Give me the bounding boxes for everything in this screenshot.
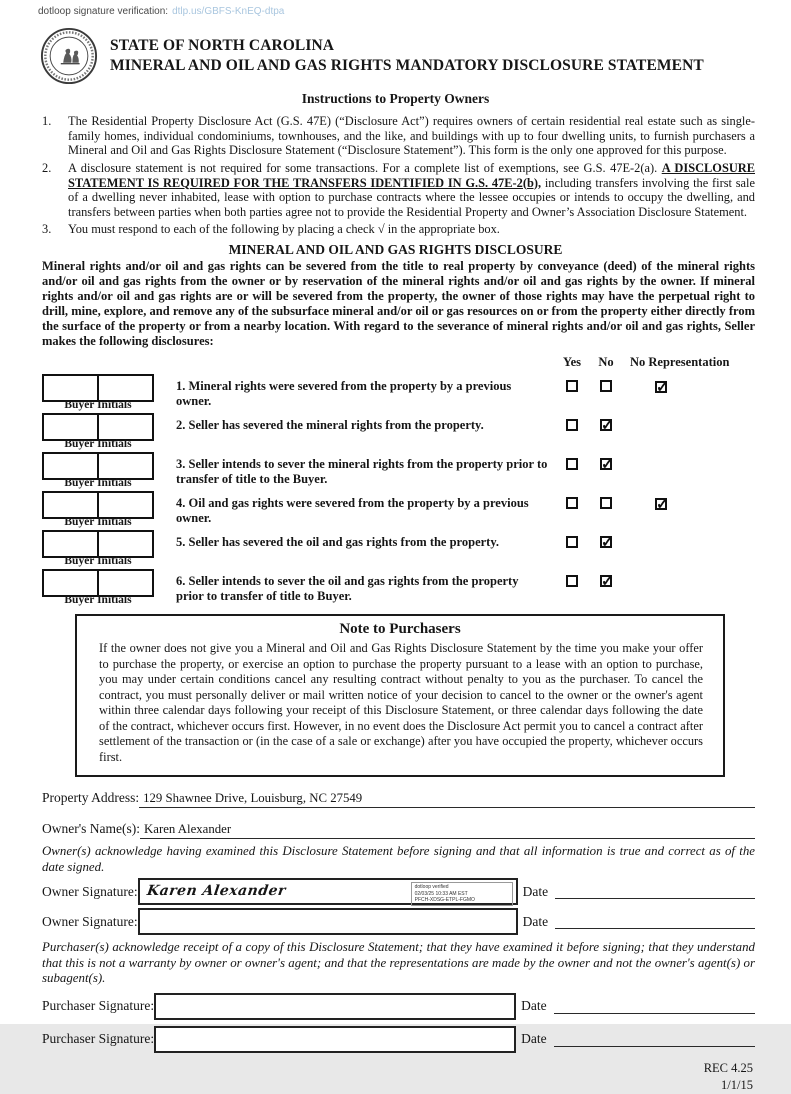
buyer-initials-block xyxy=(42,452,166,489)
table-header xyxy=(42,355,755,370)
date-label: Date xyxy=(522,913,549,929)
disclosure-table xyxy=(0,349,791,606)
verification-bar xyxy=(0,0,791,17)
buyer-initials-label: Buyer Initials xyxy=(64,555,132,568)
table-row xyxy=(42,530,755,567)
purchaser-signature-field-1[interactable] xyxy=(154,993,516,1020)
column-header-no: No xyxy=(598,355,614,370)
buyer-initials-field[interactable] xyxy=(44,493,97,517)
checkbox-yes[interactable] xyxy=(566,536,578,548)
buyer-initials-block xyxy=(42,491,166,528)
buyer-initials-block xyxy=(42,530,166,567)
question-text: 2. Seller has severed the mineral rights from the property. xyxy=(176,418,484,433)
checkbox-no-representation[interactable] xyxy=(655,381,667,393)
instructions-heading: Instructions to Property Owners xyxy=(301,91,490,106)
title-line-1: STATE OF NORTH CAROLINA xyxy=(110,37,335,55)
buyer-initials-field[interactable] xyxy=(97,493,152,517)
checkbox-yes[interactable] xyxy=(566,497,578,509)
date-field[interactable] xyxy=(554,999,755,1014)
owner-name-field[interactable]: Karen Alexander xyxy=(140,822,755,839)
buyer-initials-label: Buyer Initials xyxy=(64,399,132,412)
buyer-initials-label: Buyer Initials xyxy=(64,594,132,607)
purchaser-signature-field-2[interactable] xyxy=(154,1026,516,1053)
item-text: A disclosure statement is not required for some transactions. For a complete list of exemptions, see G.S. 47E-2(a). A DISCLOSURE STATEMENT IS REQUIRED FOR THE TRANSFERS IDENTIFIED IN G.S. 47E-2(b), including transfers involving the first sale of a dwelling never inhabited, lease with option to purchase contracts where the lessee occupies or intends to occupy the dwelling, and transfers between parties when both parties agree not to provide the Residential Property and Owner’s Association Disclosure Statement. xyxy=(68,160,755,219)
table-row xyxy=(42,452,755,489)
question-text: 3. Seller intends to sever the mineral rights from the property prior to transfer of title to the Buyer. xyxy=(176,457,548,486)
verification-label: dotloop signature verification: xyxy=(38,6,169,17)
buyer-initials-field[interactable] xyxy=(44,376,97,400)
column-header-no-representation: No Representation xyxy=(630,355,730,370)
form-title xyxy=(110,36,704,76)
owner-signature-label: Owner Signature: xyxy=(42,913,138,929)
buyer-initials-field[interactable] xyxy=(97,376,152,400)
question-text: 1. Mineral rights were severed from the property by a previous owner. xyxy=(176,379,512,408)
checkbox-no[interactable] xyxy=(600,380,612,392)
question-text: 5. Seller has severed the oil and gas rights from the property. xyxy=(176,535,500,550)
note-to-purchasers-box xyxy=(75,614,725,777)
item-number: 1. xyxy=(42,114,52,128)
owner-signature-field-2[interactable] xyxy=(138,908,518,935)
checkbox-no[interactable] xyxy=(600,497,612,509)
item-text: The Residential Property Disclosure Act (G.S. 47E) (“Disclosure Act”) requires owners of certain residential real estate such as single-family homes, individual condominiums, townhouses, and the like, and buildings with up to four dwelling units, to furnish purchasers a Mineral and Oil and Gas Rights Disclosure Statement (“Disclosure Statement”). This form is the only one approved for this purpose. xyxy=(68,114,755,158)
table-row xyxy=(42,413,755,450)
statutory-emphasis: A DISCLOSURE STATEMENT IS REQUIRED FOR THE TRANSFERS IDENTIFIED IN G.S. 47E-2(b), xyxy=(68,160,755,190)
note-body: If the owner does not give you a Mineral and Oil and Gas Rights Disclosure Statement by the time you make your offer to purchase the property, or exercise an option to purchase the property pursuant to a lease with an option to purchase, you may under certain conditions cancel any resulting contract without penalty to you as the purchaser. To cancel the contract, you must personally deliver or mail written notice of your decision to cancel to the owner or the owner's agent within three calendar days following your receipt of this Disclosure Statement, or three calendar days following the date of the contract, whichever occurs first. However, in no event does the Disclosure Act permit you to cancel a contract after settlement of the transaction or (in the case of a sale or exchange) after you have occupied the property, whichever occurs first. xyxy=(99,641,703,764)
checkbox-no[interactable] xyxy=(600,575,612,587)
buyer-initials-block xyxy=(42,569,166,606)
verification-link[interactable]: dtlp.us/GBFS-KnEQ-dtpa xyxy=(172,6,285,17)
buyer-initials-label: Buyer Initials xyxy=(64,516,132,529)
property-address-field[interactable]: 129 Shawnee Drive, Louisburg, NC 27549 xyxy=(139,791,755,808)
table-row xyxy=(42,491,755,528)
column-header-yes: Yes xyxy=(562,355,582,370)
buyer-initials-field[interactable] xyxy=(44,454,97,478)
owner-name-label: Owner's Name(s): xyxy=(42,821,141,837)
date-label: Date xyxy=(521,998,547,1014)
checkbox-yes[interactable] xyxy=(566,380,578,392)
checkbox-no[interactable] xyxy=(600,536,612,548)
date-label: Date xyxy=(522,883,549,899)
date-field[interactable] xyxy=(555,914,755,929)
item-number: 2. xyxy=(42,160,52,175)
item-number: 3. xyxy=(42,222,52,237)
checkbox-yes[interactable] xyxy=(566,419,578,431)
form-footer xyxy=(0,1060,791,1094)
purchaser-signature-row-2 xyxy=(0,1026,791,1053)
property-address-label: Property Address: xyxy=(42,790,140,806)
date-label: Date xyxy=(521,1031,547,1047)
title-line-2: MINERAL AND OIL AND GAS RIGHTS MANDATORY DISCLOSURE STATEMENT xyxy=(110,57,704,74)
buyer-initials-field[interactable] xyxy=(97,454,152,478)
instruction-item-3 xyxy=(42,222,755,237)
table-row xyxy=(42,374,755,411)
purchaser-signature-row-1 xyxy=(0,993,791,1020)
buyer-initials-field[interactable] xyxy=(97,415,152,439)
owner-signature-script: Karen Alexander xyxy=(145,883,287,900)
buyer-initials-block xyxy=(42,413,166,450)
owner-signature-row-1 xyxy=(0,878,791,905)
disclosure-intro: Mineral rights and/or oil and gas rights can be severed from the title to real property by conveyance (deed) of the mineral rights and/or oil and gas rights from the owner or by reservation of the mineral rights and/or oil and gas rights by the owner. If mineral rights and/or oil and gas rights are or will be severed from the property, the owner of those rights may have the perpetual right to drill, mine, explore, and remove any of the subsurface mineral and/or oil or gas resources on or from the property either directly from the surface of the property or from a nearby location. With regard to the severance of mineral rights and/or oil and gas rights, Seller makes the following disclosures: xyxy=(42,259,755,349)
buyer-initials-label: Buyer Initials xyxy=(64,438,132,451)
purchaser-acknowledgment: Purchaser(s) acknowledge receipt of a copy of this Disclosure Statement; that they have examined it before signing; that they understand that this is not a warranty by owner or owner's agent; and that the representations are made by the owner and not the owner's agent(s) or subagent(s). xyxy=(42,940,755,986)
form-header xyxy=(0,17,791,85)
owner-signature-row-2 xyxy=(0,908,791,935)
checkbox-no[interactable] xyxy=(600,458,612,470)
buyer-initials-field[interactable] xyxy=(44,571,97,595)
owner-signature-label: Owner Signature: xyxy=(42,883,138,899)
checkbox-no[interactable] xyxy=(600,419,612,431)
revision-date: 1/1/15 xyxy=(721,1077,753,1092)
note-title: Note to Purchasers xyxy=(339,621,461,638)
buyer-initials-field[interactable] xyxy=(97,571,152,595)
owner-signature-field-1[interactable] xyxy=(138,878,518,905)
purchaser-signature-label: Purchaser Signature: xyxy=(42,998,155,1014)
date-field[interactable] xyxy=(554,1032,755,1047)
checkbox-yes[interactable] xyxy=(566,458,578,470)
checkbox-no-representation[interactable] xyxy=(655,498,667,510)
buyer-initials-label: Buyer Initials xyxy=(64,477,132,490)
question-text: 4. Oil and gas rights were severed from the property by a previous owner. xyxy=(176,496,529,525)
table-row xyxy=(42,569,755,606)
dotloop-verified-stamp: dotloop verified 02/03/25 10:33 AM EST PFCH-XDSG-ETPL-FGMO xyxy=(411,882,513,906)
instruction-item-2 xyxy=(42,161,755,220)
question-text: 6. Seller intends to sever the oil and gas rights from the property prior to transfer of title to Buyer. xyxy=(176,574,519,603)
instruction-item-1 xyxy=(42,114,755,158)
date-field[interactable] xyxy=(555,884,755,899)
owner-acknowledgment: Owner(s) acknowledge having examined this Disclosure Statement before signing and that all information is true and correct as of the date signed. xyxy=(42,844,755,874)
checkbox-yes[interactable] xyxy=(566,575,578,587)
property-address-row xyxy=(0,790,791,808)
owner-name-row xyxy=(0,821,791,839)
item-text: You must respond to each of the following by placing a check √ in the appropriate box. xyxy=(68,222,500,237)
disclosure-heading: MINERAL AND OIL AND GAS RIGHTS DISCLOSURE xyxy=(228,242,563,258)
buyer-initials-field[interactable] xyxy=(44,532,97,556)
nc-real-estate-commission-seal-icon xyxy=(40,27,98,85)
buyer-initials-field[interactable] xyxy=(44,415,97,439)
buyer-initials-field[interactable] xyxy=(97,532,152,556)
instructions-list xyxy=(0,107,791,237)
purchaser-signature-label: Purchaser Signature: xyxy=(42,1031,155,1047)
buyer-initials-block xyxy=(42,374,166,411)
form-number: REC 4.25 xyxy=(703,1060,753,1075)
